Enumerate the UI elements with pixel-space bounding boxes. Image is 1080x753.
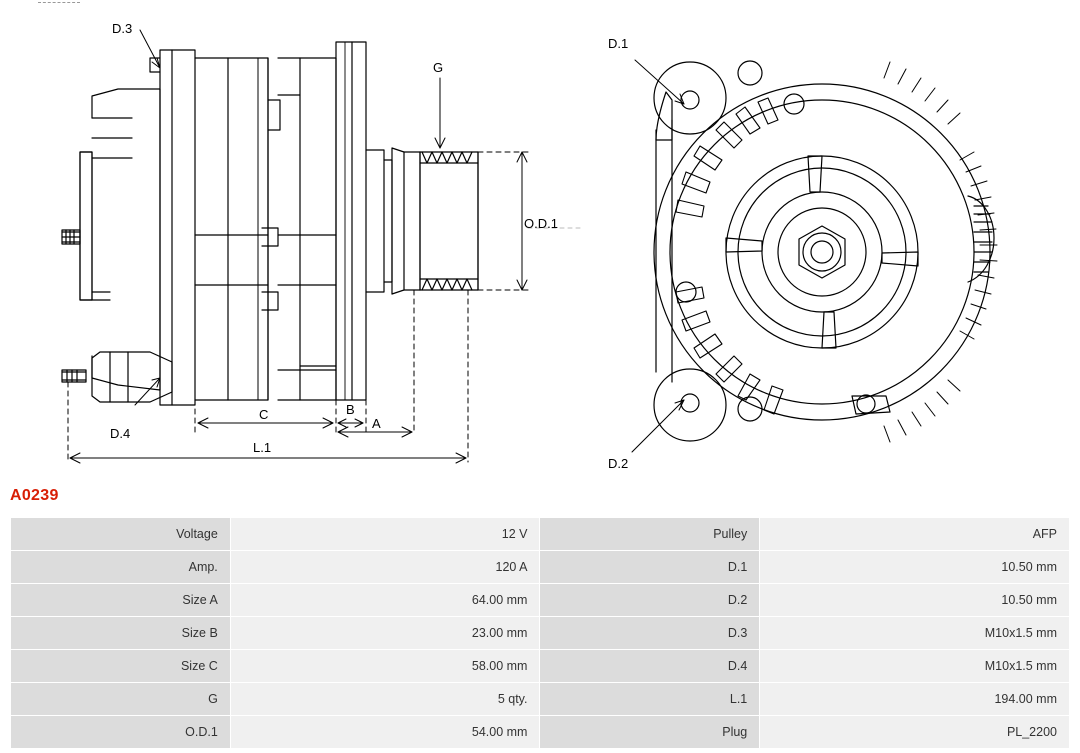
- spec-value: 12 V: [230, 518, 540, 551]
- label-d2: D.2: [608, 456, 629, 471]
- table-row: [11, 584, 1070, 617]
- spec-value: 10.50 mm: [760, 551, 1070, 584]
- label-od1: O.D.1: [524, 216, 558, 231]
- spec-label: Pulley: [540, 518, 760, 551]
- alternator-side-view: [62, 42, 478, 405]
- spec-label: O.D.1: [11, 716, 231, 749]
- label-a: A: [372, 416, 381, 431]
- spec-label: Plug: [540, 716, 760, 749]
- spec-label: Size A: [11, 584, 231, 617]
- table-row: [11, 617, 1070, 650]
- label-c: C: [259, 407, 269, 422]
- spec-value: 5 qty.: [230, 683, 540, 716]
- spec-value: 23.00 mm: [230, 617, 540, 650]
- spec-value: 120 A: [230, 551, 540, 584]
- spec-label: Size C: [11, 650, 231, 683]
- spec-value: 54.00 mm: [230, 716, 540, 749]
- spec-value: 58.00 mm: [230, 650, 540, 683]
- label-d3: D.3: [112, 21, 133, 36]
- label-l1: L.1: [253, 440, 272, 455]
- spec-value: M10x1.5 mm: [760, 650, 1070, 683]
- label-g: G: [433, 60, 444, 75]
- spec-label: Voltage: [11, 518, 231, 551]
- table-row: [11, 683, 1070, 716]
- part-number: A0239: [10, 487, 59, 504]
- table-row: [11, 551, 1070, 584]
- alternator-front-view: [654, 61, 997, 442]
- label-d1: D.1: [608, 36, 629, 51]
- spec-label: D.2: [540, 584, 760, 617]
- specifications-table: [10, 517, 1070, 749]
- label-b: B: [346, 402, 355, 417]
- spec-value: 64.00 mm: [230, 584, 540, 617]
- spec-label: Size B: [11, 617, 231, 650]
- spec-label: L.1: [540, 683, 760, 716]
- spec-label: D.3: [540, 617, 760, 650]
- spec-label: Amp.: [11, 551, 231, 584]
- spec-table-body: [11, 518, 1070, 749]
- spec-value: 10.50 mm: [760, 584, 1070, 617]
- spec-value: 194.00 mm: [760, 683, 1070, 716]
- spec-value: M10x1.5 mm: [760, 617, 1070, 650]
- spec-label: D.4: [540, 650, 760, 683]
- table-row: [11, 518, 1070, 551]
- spec-value: PL_2200: [760, 716, 1070, 749]
- spec-label: G: [11, 683, 231, 716]
- spec-label: D.1: [540, 551, 760, 584]
- table-row: [11, 650, 1070, 683]
- table-row: [11, 716, 1070, 749]
- label-d4: D.4: [110, 426, 131, 441]
- spec-value: AFP: [760, 518, 1070, 551]
